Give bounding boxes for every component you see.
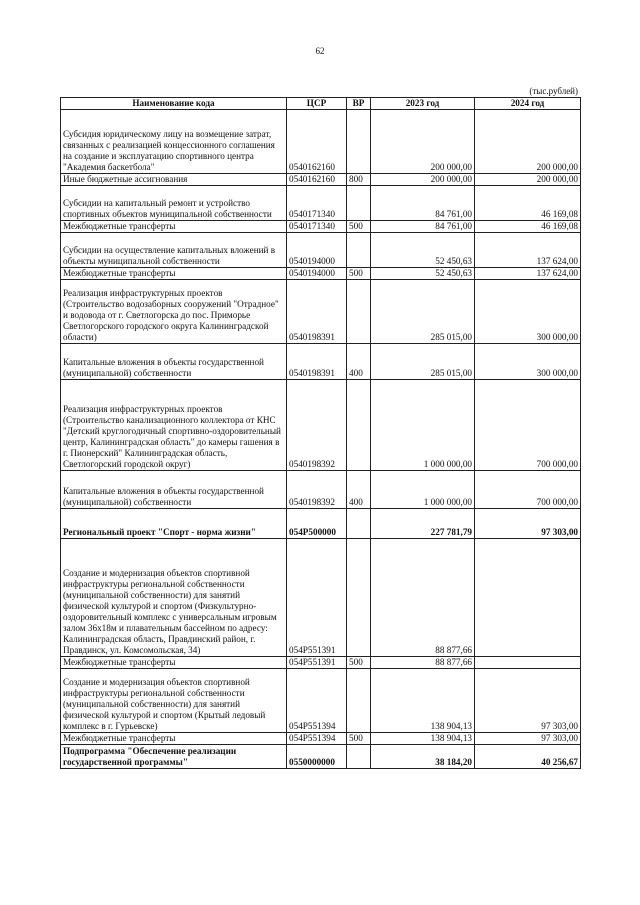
- row-vr-cell: 400: [347, 344, 371, 380]
- row-csr-cell: 0540198392: [287, 380, 347, 471]
- row-vr-cell: [347, 110, 371, 174]
- table-row: [61, 471, 581, 509]
- row-name-cell: Реализация инфраструктурных проектов (Строительство канализационного коллектора от КНС "Детский круглогодичный спортивно-оздоровительный центр, Калининградская область" до камеры гашения в г. Пионерский" Калининградская область, Светлогорский городской округ): [61, 380, 287, 471]
- row-2023-cell: 138 904,13: [371, 669, 475, 733]
- row-csr-cell: 0540162160: [287, 174, 347, 186]
- row-csr-cell: 0540198392: [287, 471, 347, 509]
- row-name-cell: Реализация инфраструктурных проектов (Строительство водозаборных сооружений "Отрадное" и водовода от г. Светлогорска до пос. Приморье Светлогорского городского округа Калининградской области): [61, 280, 287, 344]
- row-csr-cell: 0540171340: [287, 221, 347, 233]
- row-2024-cell: [475, 539, 581, 657]
- row-name-cell: Создание и модернизация объектов спортивной инфраструктуры региональной собственности (муниципальной собственности) для занятий физической культурой и спортом (Крытый ледовый комплекс в г. Гурьевске): [61, 669, 287, 733]
- table-row: [61, 733, 581, 745]
- row-2024-cell: 97 303,00: [475, 733, 581, 745]
- column-header-name: Наименование кода: [61, 98, 287, 110]
- row-csr-cell: 054P551394: [287, 669, 347, 733]
- row-csr-cell: 0540198391: [287, 344, 347, 380]
- page-number: 62: [315, 46, 325, 56]
- table-row: [61, 344, 581, 380]
- row-2024-cell: 200 000,00: [475, 110, 581, 174]
- row-vr-cell: [347, 280, 371, 344]
- row-2024-cell: 137 624,00: [475, 233, 581, 268]
- row-name-cell: Межбюджетные трансферты: [61, 657, 287, 669]
- row-csr-cell: 054P500000: [287, 509, 347, 539]
- row-csr-cell: 0540194000: [287, 233, 347, 268]
- row-2024-cell: 700 000,00: [475, 380, 581, 471]
- table-row: [61, 280, 581, 344]
- row-name-cell: Субсидия юридическому лицу на возмещение затрат, связанных с реализацией концессионного соглашения на создание и эксплуатацию спортивного центра "Академия баскетбола": [61, 110, 287, 174]
- row-2023-cell: 88 877,66: [371, 539, 475, 657]
- row-2023-cell: 84 761,00: [371, 186, 475, 221]
- column-header-2023: 2023 год: [371, 98, 475, 110]
- row-vr-cell: [347, 539, 371, 657]
- row-vr-cell: [347, 669, 371, 733]
- row-name-cell: Субсидии на капитальный ремонт и устройство спортивных объектов муниципальной собственности: [61, 186, 287, 221]
- row-vr-cell: 500: [347, 268, 371, 280]
- row-name-cell: Межбюджетные трансферты: [61, 733, 287, 745]
- row-2023-cell: 227 781,79: [371, 509, 475, 539]
- row-name-cell: Межбюджетные трансферты: [61, 268, 287, 280]
- row-vr-cell: [347, 186, 371, 221]
- row-vr-cell: 800: [347, 174, 371, 186]
- row-2024-cell: 40 256,67: [475, 745, 581, 769]
- row-vr-cell: [347, 233, 371, 268]
- row-2023-cell: 52 450,63: [371, 233, 475, 268]
- row-csr-cell: 0540198391: [287, 280, 347, 344]
- row-name-cell: Капитальные вложения в объекты государственной (муниципальной) собственности: [61, 471, 287, 509]
- row-vr-cell: 500: [347, 733, 371, 745]
- row-2023-cell: 285 015,00: [371, 344, 475, 380]
- table-row: [61, 509, 581, 539]
- row-2024-cell: 97 303,00: [475, 669, 581, 733]
- row-2023-cell: 52 450,63: [371, 268, 475, 280]
- row-csr-cell: 0540194000: [287, 268, 347, 280]
- column-header-vr: ВР: [347, 98, 371, 110]
- table-row: [61, 233, 581, 268]
- row-vr-cell: [347, 509, 371, 539]
- row-2024-cell: 700 000,00: [475, 471, 581, 509]
- table-header-row: [61, 98, 581, 110]
- table-row: [61, 745, 581, 769]
- row-2023-cell: 200 000,00: [371, 110, 475, 174]
- row-2023-cell: 1 000 000,00: [371, 380, 475, 471]
- table-row: [61, 221, 581, 233]
- row-vr-cell: [347, 745, 371, 769]
- table-body: [61, 110, 581, 769]
- row-name-cell: Иные бюджетные ассигнования: [61, 174, 287, 186]
- row-csr-cell: 0550000000: [287, 745, 347, 769]
- row-2024-cell: 46 169,08: [475, 221, 581, 233]
- table-row: [61, 539, 581, 657]
- row-name-cell: Создание и модернизация объектов спортивной инфраструктуры региональной собственности (муниципальной собственности) для занятий физической культурой и спортом (Физкультурно-оздоровительный комплекс с универсальным игровым залом 36х18м и плавательным бассейном по адресу: Калининградская область, Правдинский район, г. Правдинск, ул. Комсомольская, 34): [61, 539, 287, 657]
- row-vr-cell: [347, 380, 371, 471]
- row-name-cell: Региональный проект "Спорт - норма жизни": [61, 509, 287, 539]
- row-2023-cell: 200 000,00: [371, 174, 475, 186]
- row-2023-cell: 38 184,20: [371, 745, 475, 769]
- table-row: [61, 669, 581, 733]
- row-2023-cell: 84 761,00: [371, 221, 475, 233]
- row-csr-cell: 0540171340: [287, 186, 347, 221]
- units-label: (тыс.рублей): [529, 86, 578, 96]
- row-2024-cell: 137 624,00: [475, 268, 581, 280]
- row-vr-cell: 500: [347, 657, 371, 669]
- row-name-cell: Межбюджетные трансферты: [61, 221, 287, 233]
- row-name-cell: Капитальные вложения в объекты государственной (муниципальной) собственности: [61, 344, 287, 380]
- row-2023-cell: 138 904,13: [371, 733, 475, 745]
- row-name-cell: Субсидии на осуществление капитальных вложений в объекты муниципальной собственности: [61, 233, 287, 268]
- row-vr-cell: 400: [347, 471, 371, 509]
- row-2024-cell: 46 169,08: [475, 186, 581, 221]
- table-row: [61, 110, 581, 174]
- row-2024-cell: 300 000,00: [475, 344, 581, 380]
- table-row: [61, 174, 581, 186]
- row-2024-cell: 200 000,00: [475, 174, 581, 186]
- table-row: [61, 657, 581, 669]
- column-header-csr: ЦСР: [287, 98, 347, 110]
- table-row: [61, 380, 581, 471]
- budget-table: [60, 97, 581, 769]
- column-header-2024: 2024 год: [475, 98, 581, 110]
- row-csr-cell: 054P551394: [287, 733, 347, 745]
- row-2024-cell: 97 303,00: [475, 509, 581, 539]
- row-csr-cell: 0540162160: [287, 110, 347, 174]
- row-2023-cell: 285 015,00: [371, 280, 475, 344]
- row-csr-cell: 054P551391: [287, 539, 347, 657]
- row-2023-cell: 1 000 000,00: [371, 471, 475, 509]
- table-row: [61, 186, 581, 221]
- row-name-cell: Подпрограмма "Обеспечение реализации государственной программы": [61, 745, 287, 769]
- row-csr-cell: 054P551391: [287, 657, 347, 669]
- row-2024-cell: [475, 657, 581, 669]
- row-vr-cell: 500: [347, 221, 371, 233]
- row-2023-cell: 88 877,66: [371, 657, 475, 669]
- row-2024-cell: 300 000,00: [475, 280, 581, 344]
- table-row: [61, 268, 581, 280]
